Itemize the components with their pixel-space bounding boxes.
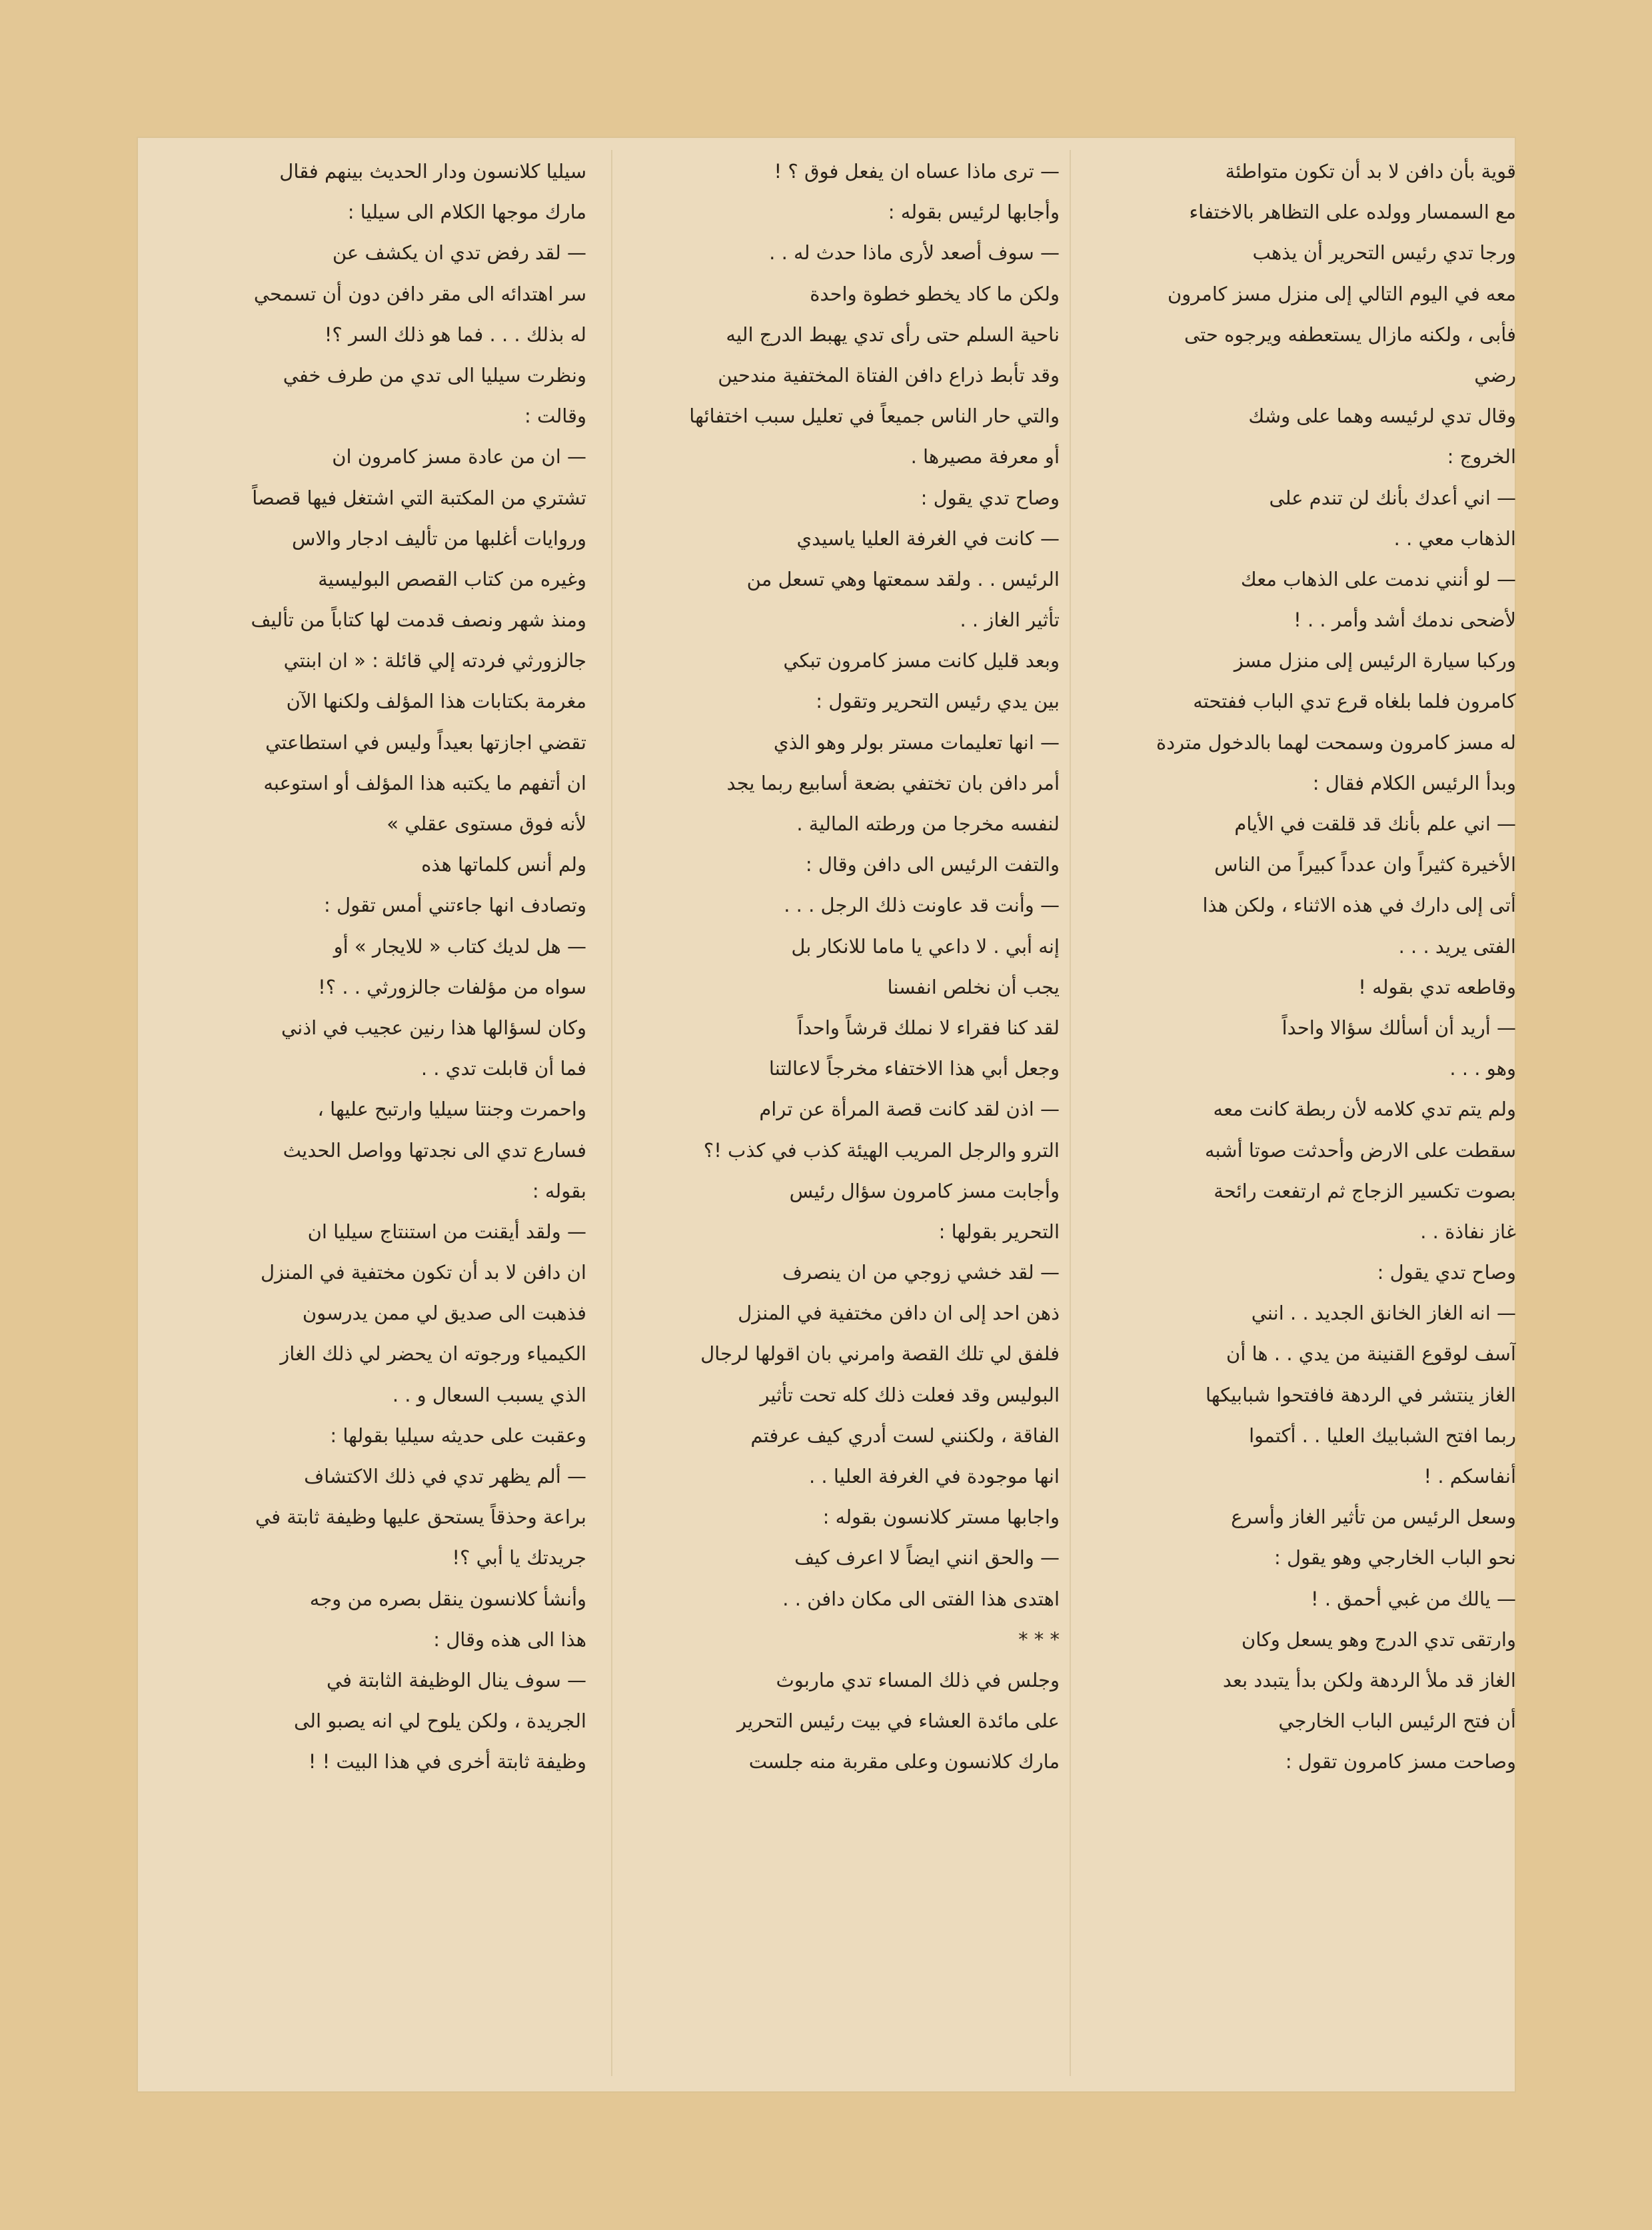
text-line: وجعل أبي هذا الاختفاء مخرجاً لاعالتنا — [768, 1057, 1060, 1080]
text-line: سواه من مؤلفات جالزورثي . . ؟! — [318, 975, 586, 998]
column-divider — [1070, 150, 1071, 2076]
text-line: جريدتك يا أبي ؟! — [452, 1546, 586, 1570]
text-line: غاز نفاذة . . — [1420, 1220, 1516, 1243]
text-line: قوية بأن دافن لا بد أن تكون متواطئة — [1225, 160, 1516, 183]
text-line: والتي حار الناس جميعاً في تعليل سبب اختفائها — [689, 405, 1060, 428]
text-line: ونظرت سيليا الى تدي من طرف خفي — [283, 363, 586, 387]
text-line: فسارع تدي الى نجدتها وواصل الحديث — [283, 1138, 586, 1162]
text-line: الغاز ينتشر في الردهة فافتحوا شبابيكها — [1206, 1383, 1516, 1406]
text-column-left — [153, 151, 586, 2084]
text-line: وبعد قليل كانت مسز كامرون تبكي — [783, 649, 1060, 672]
text-line: الفاقة ، ولكنني لست أدري كيف عرفتم — [750, 1424, 1060, 1447]
text-line: — يالك من غبي أحمق . ! — [1311, 1587, 1516, 1610]
text-line: الكيمياء ورجوته ان يحضر لي ذلك الغاز — [280, 1342, 586, 1366]
text-line: — ترى ماذا عساه ان يفعل فوق ؟ ! — [774, 160, 1060, 183]
text-line: وارتقى تدي الدرج وهو يسعل وكان — [1241, 1628, 1516, 1651]
text-line: وسعل الرئيس من تأثير الغاز وأسرع — [1231, 1506, 1516, 1529]
column-divider — [611, 150, 612, 2076]
text-line: ان أتفهم ما يكتبه هذا المؤلف أو استوعبه — [263, 771, 586, 794]
text-line: سقطت على الارض وأحدثت صوتا أشبه — [1205, 1138, 1516, 1162]
text-line: بين يدي رئيس التحرير وتقول : — [816, 690, 1060, 713]
text-line: وبدأ الرئيس الكلام فقال : — [1312, 771, 1516, 794]
text-line: لأضحى ندمك أشد وأمر . . ! — [1293, 608, 1516, 632]
text-line: وأجابها لرئيس بقوله : — [888, 201, 1060, 224]
text-line: التحرير بقولها : — [938, 1220, 1060, 1243]
text-line: نحو الباب الخارجي وهو يقول : — [1273, 1546, 1516, 1570]
text-line: ربما افتح الشبابيك العليا . . أكتموا — [1249, 1424, 1516, 1447]
text-line: — انها تعليمات مستر بولر وهو الذي — [773, 730, 1060, 754]
text-line: — والحق انني ايضاً لا اعرف كيف — [794, 1546, 1060, 1570]
text-line: الذهاب معي . . — [1393, 527, 1516, 550]
text-line: ومنذ شهر ونصف قدمت لها كتاباً من تأليف — [251, 608, 586, 632]
text-line: أتى إلى دارك في هذه الاثناء ، ولكن هذا — [1202, 894, 1516, 917]
text-line: — وأنت قد عاونت ذلك الرجل . . . — [784, 894, 1060, 917]
text-line: — اني علم بأنك قد قلقت في الأيام — [1234, 812, 1516, 835]
text-line: كامرون فلما بلغاه قرع تدي الباب ففتحته — [1193, 690, 1516, 713]
text-line: رضي — [1474, 363, 1516, 387]
text-line: فلفق لي تلك القصة وامرني بان اقولها لرجال — [700, 1342, 1060, 1366]
text-line: براعة وحذقاً يستحق عليها وظيفة ثابتة في — [255, 1506, 586, 1529]
text-line: وأنشأ كلانسون ينقل بصره من وجه — [309, 1587, 586, 1610]
text-line: اهتدى هذا الفتى الى مكان دافن . . — [782, 1587, 1060, 1610]
text-line: وروايات أغلبها من تأليف ادجار والاس — [291, 527, 586, 550]
text-line: — لقد رفض تدي ان يكشف عن — [332, 241, 586, 265]
text-line: وقد تأبط ذراع دافن الفتاة المختفية مندحين — [718, 363, 1060, 387]
text-line: ولم يتم تدي كلامه لأن ربطة كانت معه — [1213, 1098, 1516, 1121]
text-line: — سوف أصعد لأرى ماذا حدث له . . — [769, 241, 1060, 265]
text-line: ان دافن لا بد أن تكون مختفية في المنزل — [260, 1261, 586, 1284]
text-line: الفتى يريد . . . — [1398, 934, 1516, 958]
text-line: انها موجودة في الغرفة العليا . . — [808, 1465, 1060, 1488]
text-line: الغاز قد ملأ الردهة ولكن بدأ يتبدد بعد — [1222, 1668, 1516, 1691]
text-line: ورجا تدي رئيس التحرير أن يذهب — [1252, 241, 1516, 265]
text-line: بقوله : — [532, 1179, 586, 1202]
text-line: على مائدة العشاء في بيت رئيس التحرير — [736, 1709, 1060, 1733]
text-line: وغيره من كتاب القصص البوليسية — [318, 567, 586, 590]
text-line: الأخيرة كثيراً وان عدداً كبيراً من الناس — [1214, 853, 1516, 876]
text-line: تقضي اجازتها بعيداً وليس في استطاعتي — [265, 730, 586, 754]
text-line: واجابها مستر كلانسون بقوله : — [822, 1506, 1060, 1529]
text-line: الجريدة ، ولكن يلوح لي انه يصبو الى — [294, 1709, 586, 1733]
text-column-right — [1083, 151, 1516, 2084]
text-line: له مسز كامرون وسمحت لهما بالدخول متردة — [1156, 730, 1516, 754]
text-line: أن فتح الرئيس الباب الخارجي — [1278, 1709, 1516, 1733]
text-line: أو معرفة مصيرها . — [910, 445, 1060, 469]
text-line: له بذلك . . . فما هو ذلك السر ؟! — [324, 323, 586, 346]
text-line: مع السمسار وولده على التظاهر بالاختفاء — [1189, 201, 1516, 224]
text-line: مارك موجها الكلام الى سيليا : — [347, 201, 586, 224]
text-line: معه في اليوم التالي إلى منزل مسز كامرون — [1167, 282, 1516, 305]
text-line: واحمرت وجنتا سيليا وارتبح عليها ، — [317, 1098, 586, 1121]
text-line: — لو أنني ندمت على الذهاب معك — [1240, 567, 1516, 590]
text-line: وصاحت مسز كامرون تقول : — [1285, 1750, 1516, 1773]
text-line: — سوف ينال الوظيفة الثابتة في — [327, 1668, 586, 1691]
text-line: ناحية السلم حتى رأى تدي يهبط الدرج اليه — [726, 323, 1060, 346]
text-line: — هل لديك كتاب « للايجار » أو — [333, 934, 586, 958]
text-line: — اذن لقد كانت قصة المرأة عن ترام — [759, 1098, 1060, 1121]
newspaper-page — [137, 137, 1516, 2093]
text-line: الرئيس . . ولقد سمعتها وهي تسعل من — [746, 567, 1060, 590]
text-line: — لقد خشي زوجي من ان ينصرف — [782, 1261, 1060, 1284]
text-line: — ألم يظهر تدي في ذلك الاكتشاف — [304, 1465, 586, 1488]
text-line: البوليس وقد فعلت ذلك كله تحت تأثير — [760, 1383, 1060, 1406]
text-line: تأثير الغاز . . — [960, 608, 1060, 632]
text-line: وظيفة ثابتة أخرى في هذا البيت ! ! — [308, 1750, 586, 1773]
text-line: ولم أنس كلماتها هذه — [421, 853, 586, 876]
text-line: يجب أن نخلص انفسنا — [887, 975, 1060, 998]
text-line: وجلس في ذلك المساء تدي ماربوث — [776, 1668, 1060, 1691]
text-line: سيليا كلانسون ودار الحديث بينهم فقال — [279, 160, 586, 183]
text-line: وتصادف انها جاءتني أمس تقول : — [324, 894, 586, 917]
text-line: جالزورثي فردته إلي قائلة : « ان ابنتي — [283, 649, 586, 672]
text-line: هذا الى هذه وقال : — [433, 1628, 586, 1651]
text-line: وهو . . . — [1449, 1057, 1516, 1080]
text-line: — اني أعدك بأنك لن تندم على — [1269, 486, 1516, 509]
text-line: إنه أبي . لا داعي يا ماما للانكار بل — [791, 934, 1060, 958]
text-line: — ان من عادة مسز كامرون ان — [332, 445, 586, 469]
text-line: وكان لسؤالها هذا رنين عجيب في اذني — [281, 1016, 586, 1039]
text-line: لقد كنا فقراء لا نملك قرشاً واحداً — [797, 1016, 1060, 1039]
text-line: ولكن ما كاد يخطو خطوة واحدة — [810, 282, 1060, 305]
text-line: وصاح تدي يقول : — [1377, 1261, 1516, 1284]
text-line: وصاح تدي يقول : — [920, 486, 1060, 509]
text-line: مارك كلانسون وعلى مقربة منه جلست — [748, 1750, 1060, 1773]
text-line: سر اهتدائه الى مقر دافن دون أن تسمحي — [253, 282, 586, 305]
text-line: الذي يسبب السعال و . . — [392, 1383, 586, 1406]
text-line: * * * — [1018, 1628, 1060, 1651]
text-line: فما أن قابلت تدي . . — [420, 1057, 586, 1080]
text-line: بصوت تكسير الزجاج ثم ارتفعت رائحة — [1214, 1179, 1516, 1202]
text-line: — انه الغاز الخانق الجديد . . انني — [1251, 1302, 1516, 1325]
text-line: — أريد أن أسألك سؤالا واحداً — [1281, 1016, 1516, 1039]
text-line: مغرمة بكتابات هذا المؤلف ولكنها الآن — [286, 690, 586, 713]
text-line: أنفاسكم . ! — [1423, 1465, 1516, 1488]
text-line: تشتري من المكتبة التي اشتغل فيها قصصاً — [252, 486, 586, 509]
text-line: وقالت : — [524, 405, 586, 428]
text-line: وقاطعه تدي بقوله ! — [1358, 975, 1516, 998]
text-line: فأبى ، ولكنه مازال يستعطفه ويرجوه حتى — [1184, 323, 1516, 346]
text-line: وركبا سيارة الرئيس إلى منزل مسز — [1234, 649, 1516, 672]
text-line: ذهن احد إلى ان دافن مختفية في المنزل — [738, 1302, 1060, 1325]
text-line: الترو والرجل المريب الهيئة كذب في كذب !؟ — [703, 1138, 1060, 1162]
text-line: لنفسه مخرجا من ورطته المالية . — [796, 812, 1060, 835]
text-line: وقال تدي لرئيسه وهما على وشك — [1248, 405, 1516, 428]
text-line: فذهبت الى صديق لي ممن يدرسون — [302, 1302, 586, 1325]
text-line: أمر دافن بان تختفي بضعة أسابيع ربما يجد — [726, 771, 1060, 794]
text-line: الخروج : — [1447, 445, 1516, 469]
text-line: — كانت في الغرفة العليا ياسيدي — [796, 527, 1060, 550]
text-line: وأجابت مسز كامرون سؤال رئيس — [789, 1179, 1060, 1202]
text-line: والتفت الرئيس الى دافن وقال : — [805, 853, 1060, 876]
text-line: — ولقد أيقنت من استنتاج سيليا ان — [307, 1220, 586, 1243]
text-line: وعقبت على حديثه سيليا بقولها : — [330, 1424, 586, 1447]
text-line: لأنه فوق مستوى عقلي » — [387, 812, 586, 835]
text-column-middle — [626, 151, 1060, 2084]
text-line: آسف لوقوع القنينة من يدي . . ها أن — [1226, 1342, 1516, 1366]
